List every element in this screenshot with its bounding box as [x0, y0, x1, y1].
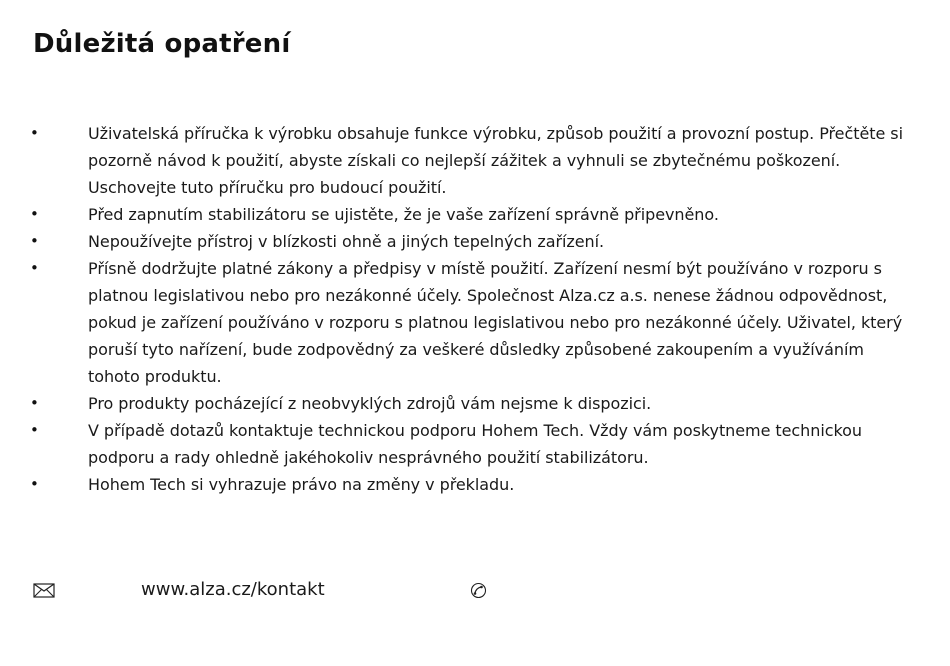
phone-icon: [470, 582, 487, 599]
list-item-text: Nepoužívejte přístroj v blízkosti ohně a jiných tepelných zařízení.: [88, 232, 605, 251]
list-item-text: V případě dotazů kontaktuje technickou podporu Hohem Tech. Vždy vám poskytneme technickou podporu a rady ohledně jakéhokoliv nesprávného použití stabilizátoru.: [88, 421, 862, 467]
list-item-text: Pro produkty pocházející z neobvyklých zdrojů vám nejsme k dispozici.: [88, 394, 652, 413]
list-item: [30, 120, 920, 201]
page-title: Důležitá opatření: [33, 29, 291, 59]
precautions-list: [30, 120, 920, 498]
contact-footer: [33, 574, 593, 606]
bullet-marker: •: [30, 232, 39, 250]
list-item-text: Hohem Tech si vyhrazuje právo na změny v překladu.: [88, 475, 515, 494]
contact-link[interactable]: www.alza.cz/kontakt: [141, 579, 325, 600]
list-item: [30, 417, 920, 471]
list-item-text: Přísně dodržujte platné zákony a předpisy v místě použití. Zařízení nesmí být používáno v rozporu s platnou legislativou nebo pro nezákonné účely. Společnost Alza.cz a.s. nenese žádnou odpovědnost, pokud je zařízení používáno v rozporu s platnou legislativou nebo pro nezákonné účely. Uživatel, který poruší tyto nařízení, bude zodpovědný za veškeré důsledky způsobené zakoupením a využíváním tohoto produktu.: [88, 259, 903, 386]
envelope-icon: [33, 583, 55, 598]
bullet-marker: •: [30, 259, 39, 277]
bullet-marker: •: [30, 421, 39, 439]
list-item: [30, 390, 920, 417]
list-item: [30, 471, 920, 498]
list-item-text: Před zapnutím stabilizátoru se ujistěte, že je vaše zařízení správně připevněno.: [88, 205, 719, 224]
bullet-marker: •: [30, 475, 39, 493]
bullet-marker: •: [30, 124, 39, 142]
list-item: [30, 255, 920, 390]
list-item: [30, 228, 920, 255]
list-item: [30, 201, 920, 228]
list-item-text: Uživatelská příručka k výrobku obsahuje funkce výrobku, způsob použití a provozní postup. Přečtěte si pozorně návod k použití, abyste získali co nejlepší zážitek a vyhnuli se zbytečnému poškození. Uschovejte tuto příručku pro budoucí použití.: [88, 124, 903, 197]
bullet-marker: •: [30, 394, 39, 412]
bullet-marker: •: [30, 205, 39, 223]
